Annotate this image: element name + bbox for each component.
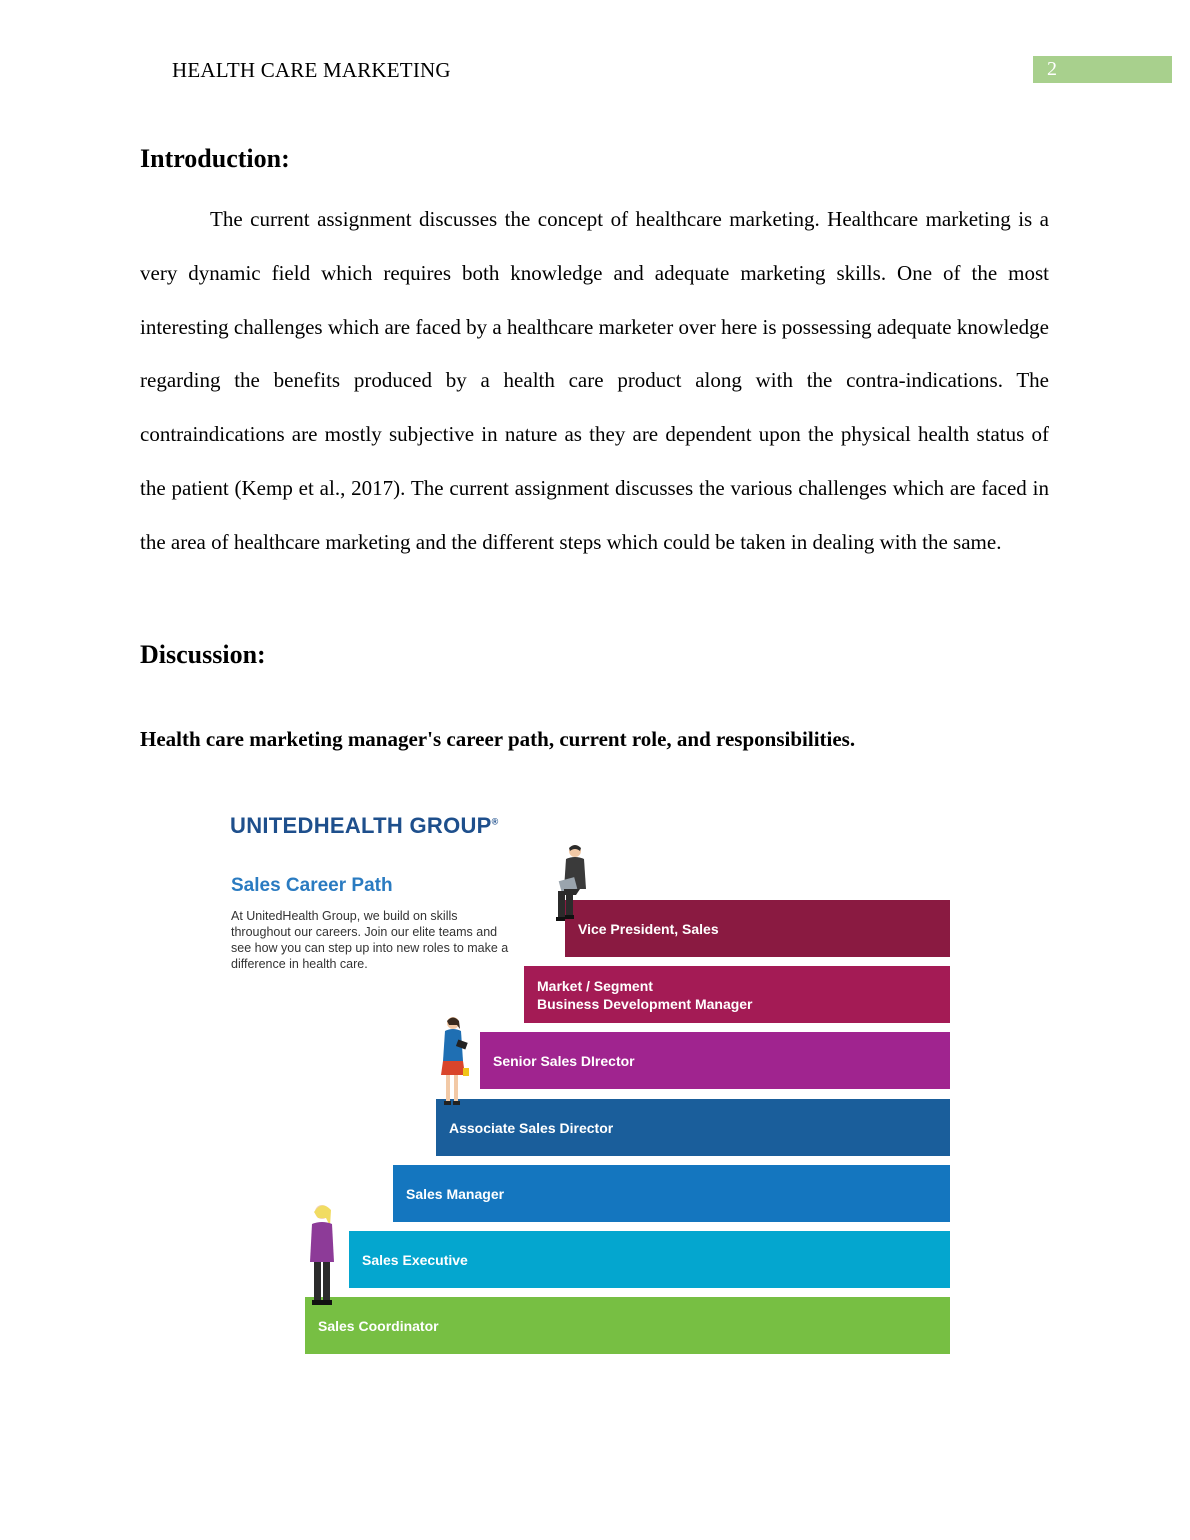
woman-with-tablet-figure [435, 1013, 475, 1113]
introduction-paragraph: The current assignment discusses the concept of healthcare marketing. Healthcare marketing is a very dynamic field which requires both knowledge and adequate marketing skills. One of the most interesting challenges which are faced by a healthcare marketer over here is possessing adequate knowledge regarding the benefits produced by a health care product along with the contra-indications. The contraindications are mostly subjective in nature as they are dependent upon the physical health status of the patient (Kemp et al., 2017). The current assignment discusses the various challenges which are faced in the area of healthcare marketing and the different steps which could be taken in dealing with the same. [140, 207, 1049, 554]
brand-logo [230, 813, 499, 839]
step-sales-manager [393, 1165, 950, 1222]
step-label: Sales Executive [362, 1251, 468, 1268]
step-vice-president [565, 900, 950, 957]
step-senior-sales-director [480, 1032, 950, 1089]
brand-registered-mark: ® [491, 816, 499, 827]
discussion-heading: Discussion: [140, 640, 266, 669]
page-number: 2 [1047, 58, 1057, 80]
running-head: HEALTH CARE MARKETING [172, 58, 451, 82]
step-label: Senior Sales DIrector [493, 1052, 635, 1069]
step-label: Associate Sales Director [449, 1119, 614, 1136]
infographic-description: At UnitedHealth Group, we build on skills throughout our careers. Join our elite teams and see how you can step up into new roles to make a difference in health care. [231, 909, 509, 971]
introduction-heading: Introduction: [140, 144, 290, 173]
step-label: Sales Coordinator [318, 1317, 439, 1334]
man-with-laptop-figure [550, 843, 596, 933]
blonde-woman-figure [306, 1200, 346, 1318]
step-market-segment-bdm [524, 966, 950, 1023]
step-label: Vice President, Sales [578, 920, 719, 937]
discussion-subheading: Health care marketing manager's career path, current role, and responsibilities. [140, 727, 856, 751]
step-label: Market / Segment [537, 977, 653, 994]
step-sales-executive [349, 1231, 950, 1288]
brand-name: UNITEDHEALTH GROUP [230, 813, 492, 838]
infographic-title: Sales Career Path [231, 875, 393, 896]
step-label-line2: Business Development Manager [537, 995, 753, 1012]
step-associate-sales-director [436, 1099, 950, 1156]
page-number-box [1033, 56, 1172, 83]
step-label: Sales Manager [406, 1185, 505, 1202]
career-path-infographic [222, 805, 962, 1365]
step-sales-coordinator [305, 1297, 950, 1354]
